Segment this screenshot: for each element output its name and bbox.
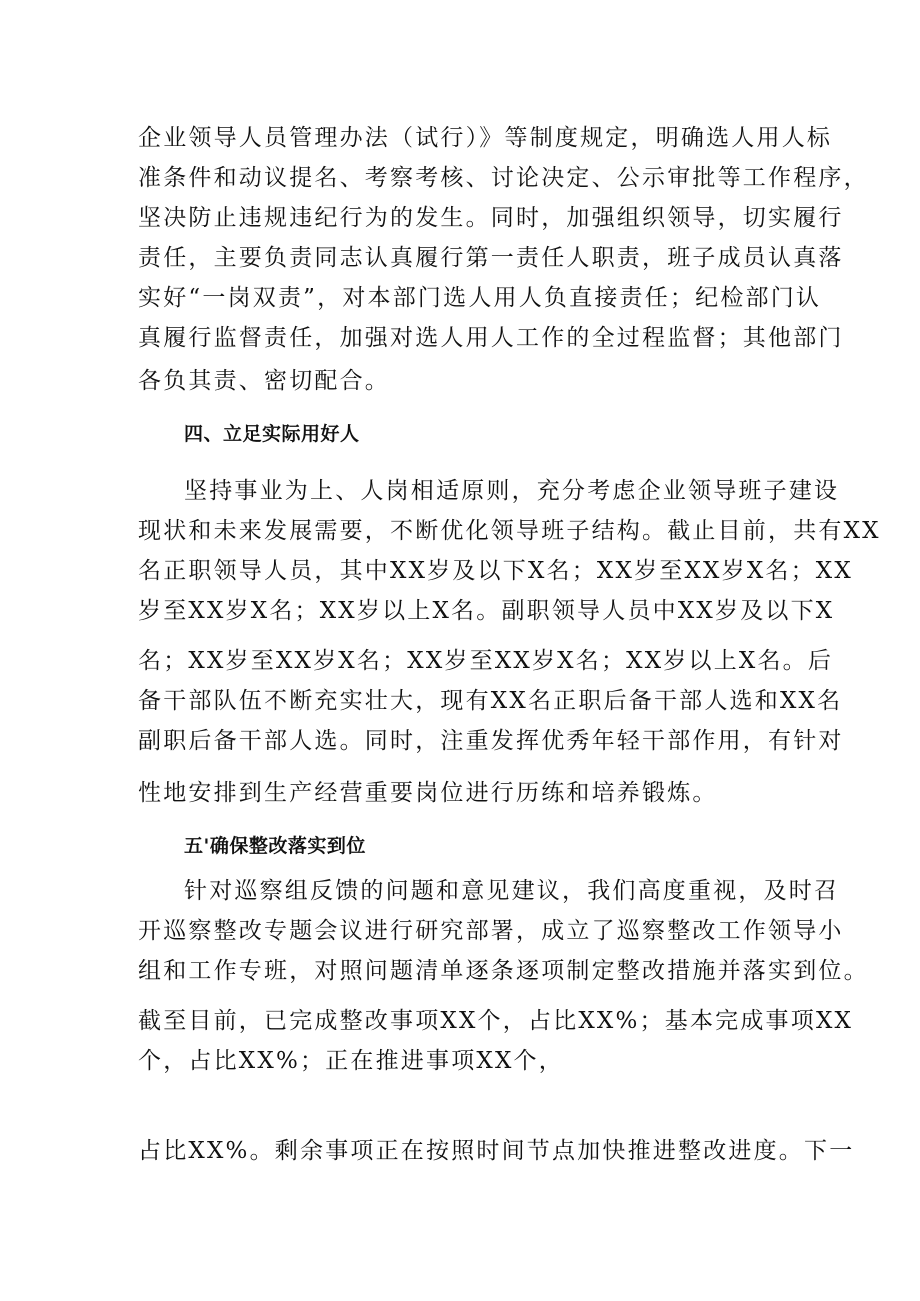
section-4-line-6: 备干部队伍不断充实壮大，现有XX名正职后备干部人选和XX名 [138,688,843,714]
section-4-line-1: 坚持事业为上、人岗相适原则，充分考虑企业领导班子建设 [184,478,840,504]
section-4-line-4: 岁至XX岁X名；XX岁以上X名。副职领导人员中XX岁及以下X [138,598,835,624]
paragraph-1-line-7: 各负其责、密切配合。 [138,368,390,394]
section-5-line-2: 开巡察整改专题会议进行研究部署，成立了巡察整改工作领导小 [138,918,844,944]
section-5-line-1: 针对巡察组反馈的问题和意见建议，我们高度重视，及时召 [184,878,840,904]
section-5-heading: 五'确保整改落实到位 [184,835,366,857]
paragraph-1-line-2: 准条件和动议提名、考察考核、讨论决定、公示审批等工作程序， [138,165,869,191]
section-4-line-7: 副职后备干部人选。同时，注重发挥优秀年轻干部作用，有针对 [138,728,844,754]
paragraph-1-line-4: 责任，主要负责同志认真履行第一责任人职责，班子成员认真落 [138,245,844,271]
paragraph-1-line-3: 坚决防止违规违纪行为的发生。同时，加强组织领导，切实履行 [138,205,844,231]
paragraph-1-line-1: 企业领导人员管理办法（试行）》等制度规定，明确选人用人标 [138,125,833,151]
paragraph-1-line-6: 真履行监督责任，加强对选人用人工作的全过程监督；其他部门 [138,325,844,351]
paragraph-1-line-5: 实好“一岗双责”，对本部门选人用人负直接责任；纪检部门认 [138,285,822,311]
section-4-line-8: 性地安排到生产经营重要岗位进行历练和培养锻炼。 [138,780,718,806]
section-5-line-3: 组和工作专班，对照问题清单逐条逐项制定整改措施并落实到位。 [138,958,869,984]
section-5-line-4: 截至目前，已完成整改事项XX个，占比XX%；基本完成事项XX [138,1008,854,1034]
section-4-line-5: 名；XX岁至XX岁X名；XX岁至XX岁X名；XX岁以上X名。后 [138,648,834,674]
section-4-line-2: 现状和未来发展需要，不断优化领导班子结构。截止目前，共有XX [138,518,881,544]
section-5-continuation-line: 占比XX%。剩余事项正在按照时间节点加快推进整改进度。下一 [138,1138,855,1164]
section-4-heading: 四、立足实际用好人 [184,423,360,445]
section-4-line-3: 名正职领导人员，其中XX岁及以下X名；XX岁至XX岁X名；XX [138,558,853,584]
section-5-line-5: 个，占比XX%；正在推进事项XX个， [138,1048,564,1074]
